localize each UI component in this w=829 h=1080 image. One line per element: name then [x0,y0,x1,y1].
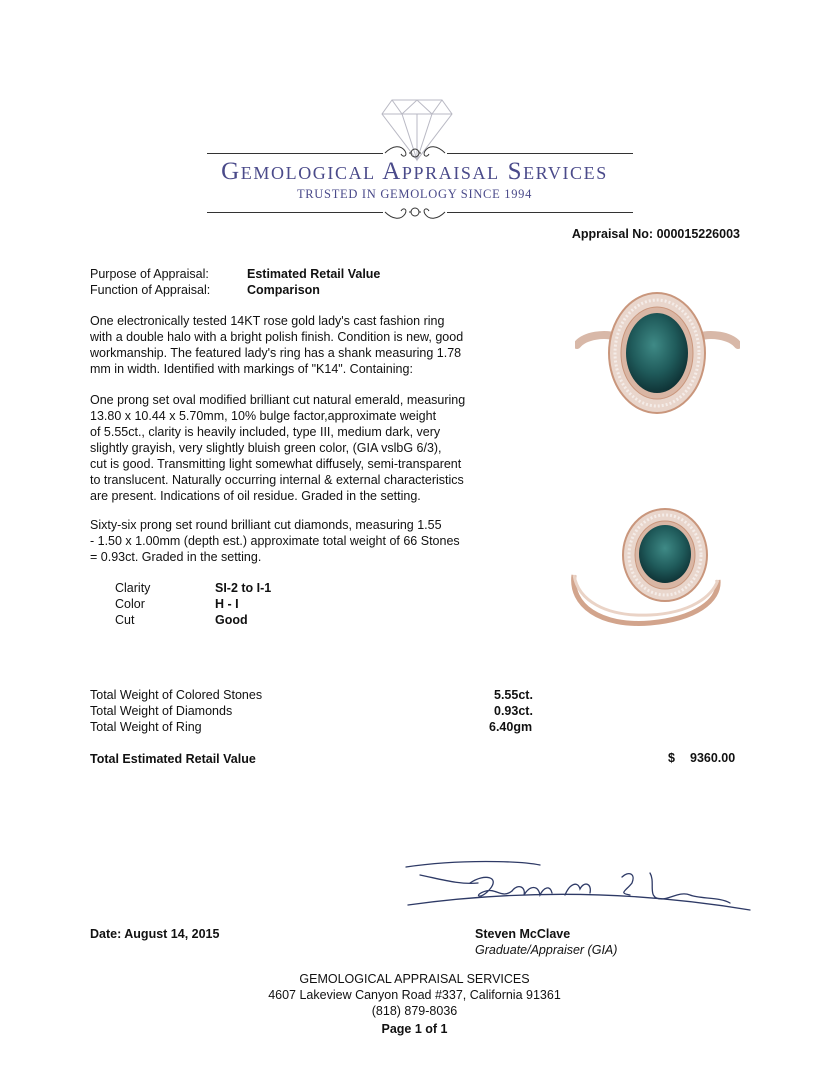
paragraph-line: are present. Indications of oil residue. Graded in the setting. [90,489,421,503]
description-paragraph-ring [90,313,510,377]
paragraph-line: slightly grayish, very slightly bluish green color, (GIA vslbG 6/3), [90,441,442,455]
total-value-diamonds: 0.93ct. [494,704,533,718]
grading-value-clarity: SI-2 to I-1 [215,581,272,595]
ring-front-image [575,285,740,425]
total-value-colored-stones: 5.55ct. [494,688,533,702]
grading-label-cut: Cut [115,613,135,627]
logo-rule-top-left [207,153,383,154]
brand-subtitle: TRUSTED IN GEMOLOGY SINCE 1994 [296,187,533,201]
purpose-label: Purpose of Appraisal: [90,267,209,281]
total-value-ring: 6.40gm [489,720,533,734]
page-number: Page 1 of 1 [381,1022,448,1036]
paragraph-line: - 1.50 x 1.00mm (depth est.) approximate total weight of 66 Stones [90,534,460,548]
appraiser-signature [400,855,760,925]
footer-address: 4607 Lakeview Canyon Road #337, California 91361 [268,988,561,1002]
total-label-colored-stones: Total Weight of Colored Stones [90,688,263,702]
description-paragraph-emerald [90,392,510,504]
paragraph-line: One prong set oval modified brilliant cut natural emerald, measuring [90,393,466,407]
appraisal-number: Appraisal No: 000015226003 [571,227,740,241]
paragraph-line: of 5.55ct., clarity is heavily included, type III, medium dark, very [90,425,441,439]
description-paragraph-diamonds [90,517,510,565]
grading-label-color: Color [115,597,145,611]
grading-value-color: H - I [215,597,239,611]
total-retail-amount: 9360.00 [690,751,736,765]
appraiser-title: Graduate/Appraiser (GIA) [475,943,618,957]
brand-title: Gemological Appraisal Services [221,158,608,185]
logo-rule-top-right [447,153,633,154]
paragraph-line: One electronically tested 14KT rose gold lady's cast fashion ring [90,314,445,328]
paragraph-line: with a double halo with a bright polish finish. Condition is new, good [90,330,464,344]
logo-rule-bottom-right [447,212,633,213]
paragraph-line: = 0.93ct. Graded in the setting. [90,550,262,564]
footer-company: GEMOLOGICAL APPRAISAL SERVICES [299,972,530,986]
function-value: Comparison [247,283,320,297]
total-retail-currency: $ [668,751,675,765]
grading-value-cut: Good [215,613,248,627]
paragraph-line: to translucent. Naturally occurring internal & external characteristics [90,473,464,487]
appraiser-name: Steven McClave [475,927,571,941]
ring-angled-image [560,505,735,630]
footer-phone: (818) 879-8036 [371,1004,458,1018]
paragraph-line: Sixty-six prong set round brilliant cut diamonds, measuring 1.55 [90,518,442,532]
appraisal-date: Date: August 14, 2015 [90,927,220,941]
purpose-value: Estimated Retail Value [247,267,381,281]
total-retail-label: Total Estimated Retail Value [90,752,256,766]
total-label-diamonds: Total Weight of Diamonds [90,704,233,718]
paragraph-line: cut is good. Transmitting light somewhat diffusely, semi-transparent [90,457,462,471]
total-label-ring: Total Weight of Ring [90,720,202,734]
grading-label-clarity: Clarity [115,581,151,595]
ornament-scroll-bottom-icon [383,202,447,222]
paragraph-line: workmanship. The featured lady's ring has a shank measuring 1.78 [90,346,462,360]
paragraph-line: 13.80 x 10.44 x 5.70mm, 10% bulge factor,approximate weight [90,409,437,423]
function-label: Function of Appraisal: [90,283,211,297]
logo-rule-bottom-left [207,212,383,213]
paragraph-line: mm in width. Identified with markings of "K14". Containing: [90,362,413,376]
